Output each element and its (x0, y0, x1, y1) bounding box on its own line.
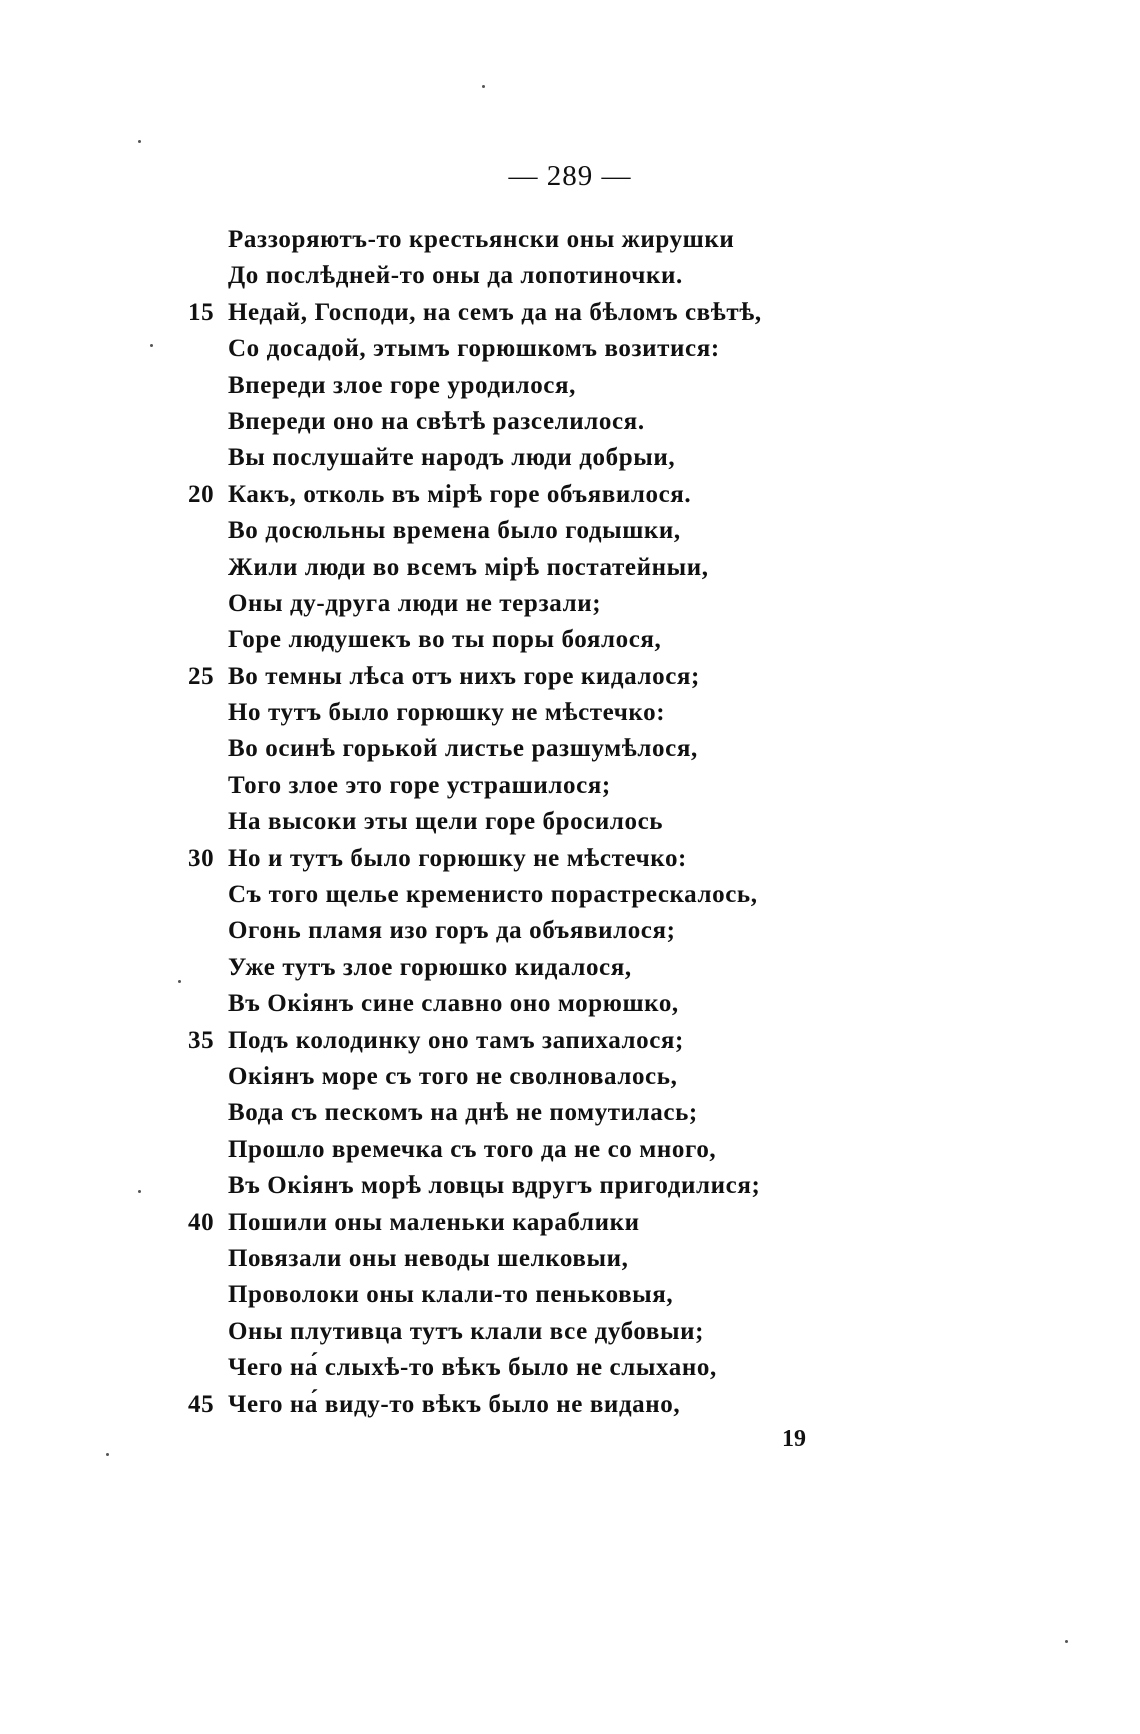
line-number: 25 (188, 662, 215, 690)
line-text: Во осинѣ горькой листье разшумѣлося, (228, 735, 698, 763)
page-number: — 289 — (508, 160, 632, 192)
line-text: Того злое это горе устрашилося; (228, 771, 611, 799)
poem-line (0, 772, 1140, 808)
line-text: Пошили оны маленьки караблики (228, 1208, 640, 1236)
line-text: Оны ду-друга люди не терзали; (228, 589, 602, 617)
poem-line (0, 1245, 1140, 1281)
line-text: Проволоки оны клали-то пеньковыя, (228, 1281, 674, 1309)
poem-line (0, 881, 1140, 917)
line-text: Огонь пламя изо горъ да объявилося; (228, 917, 676, 945)
poem-line (0, 226, 1140, 262)
poem-line (0, 735, 1140, 771)
line-text: Впереди злое горе уродилося, (228, 371, 576, 399)
poem-text (0, 226, 1140, 1427)
poem-line (0, 1391, 1140, 1427)
line-text: Чего на́ виду-то вѣкъ было не видано, (228, 1390, 681, 1418)
line-text: Жили люди во всемъ мірѣ постатейныи, (228, 553, 709, 581)
poem-line (0, 590, 1140, 626)
poem-line (0, 1281, 1140, 1317)
line-text: Со досадой, этымъ горюшкомъ возитися: (228, 335, 720, 363)
poem-line (0, 481, 1140, 517)
poem-line (0, 808, 1140, 844)
line-text: До послѣдней-то оны да лопотиночки. (228, 262, 683, 290)
line-number: 20 (188, 480, 215, 508)
scan-speck (178, 980, 181, 983)
line-text: Повязали оны неводы шелковыи, (228, 1244, 629, 1272)
signature-mark: 19 (782, 1426, 806, 1452)
line-text: Окіянъ море съ того не сволновалось, (228, 1062, 678, 1090)
line-text: Какъ, отколь въ мірѣ горе объявилося. (228, 480, 692, 508)
poem-line (0, 626, 1140, 662)
line-text: Во досюльны времена было годышки, (228, 517, 681, 545)
poem-line (0, 1063, 1140, 1099)
line-text: Впереди оно на свѣтѣ разселилося. (228, 407, 645, 435)
poem-line (0, 845, 1140, 881)
scan-speck (106, 1453, 109, 1456)
line-text: Съ того щелье кременисто порастрескалось, (228, 881, 758, 909)
poem-line (0, 1172, 1140, 1208)
poem-line (0, 262, 1140, 298)
poem-line (0, 1136, 1140, 1172)
poem-line (0, 917, 1140, 953)
line-text: Оны плутивца тутъ клали все дубовыи; (228, 1317, 705, 1345)
line-number: 45 (188, 1390, 215, 1418)
scan-speck (150, 344, 153, 347)
line-text: Но и тутъ было горюшку не мѣстечко: (228, 844, 687, 872)
line-text: Горе людушекъ во ты поры боялося, (228, 626, 662, 654)
poem-line (0, 699, 1140, 735)
line-number: 40 (188, 1208, 215, 1236)
scan-speck (1065, 1640, 1068, 1643)
scan-speck (138, 140, 141, 143)
poem-line (0, 554, 1140, 590)
line-text: Чего на́ слыхѣ-то вѣкъ было не слыхано, (228, 1354, 717, 1382)
scan-speck (482, 85, 485, 88)
line-number: 15 (188, 298, 215, 326)
line-text: Прошло времечка съ того да не со много, (228, 1135, 717, 1163)
poem-line (0, 372, 1140, 408)
poem-line (0, 1099, 1140, 1135)
poem-line (0, 517, 1140, 553)
line-text: Во темны лѣса отъ нихъ горе кидалося; (228, 662, 700, 690)
line-text: Въ Окіянъ морѣ ловцы вдругъ пригодилися; (228, 1172, 761, 1200)
poem-line (0, 1027, 1140, 1063)
poem-line (0, 990, 1140, 1026)
line-text: Подъ колодинку оно тамъ запихалося; (228, 1026, 684, 1054)
poem-line (0, 1209, 1140, 1245)
poem-line (0, 408, 1140, 444)
poem-line (0, 299, 1140, 335)
poem-line (0, 335, 1140, 371)
line-text: Но тутъ было горюшку не мѣстечко: (228, 699, 666, 727)
line-text: Раззоряютъ-то крестьянски оны жирушки (228, 226, 735, 253)
scan-speck (138, 1190, 141, 1193)
line-text: Въ Окіянъ сине славно оно морюшко, (228, 990, 679, 1018)
line-text: Вода съ пескомъ на днѣ не помутилась; (228, 1099, 698, 1127)
line-text: Уже тутъ злое горюшко кидалося, (228, 953, 632, 981)
poem-line (0, 1318, 1140, 1354)
line-text: Вы послушайте народъ люди добрыи, (228, 444, 676, 472)
line-number: 35 (188, 1026, 215, 1054)
poem-line (0, 444, 1140, 480)
poem-line (0, 1354, 1140, 1390)
poem-line (0, 663, 1140, 699)
line-number: 30 (188, 844, 215, 872)
line-text: Недай, Господи, на семъ да на бѣломъ свѣтѣ, (228, 298, 762, 326)
line-text: На высоки эты щели горе бросилось (228, 808, 664, 836)
poem-line (0, 954, 1140, 990)
